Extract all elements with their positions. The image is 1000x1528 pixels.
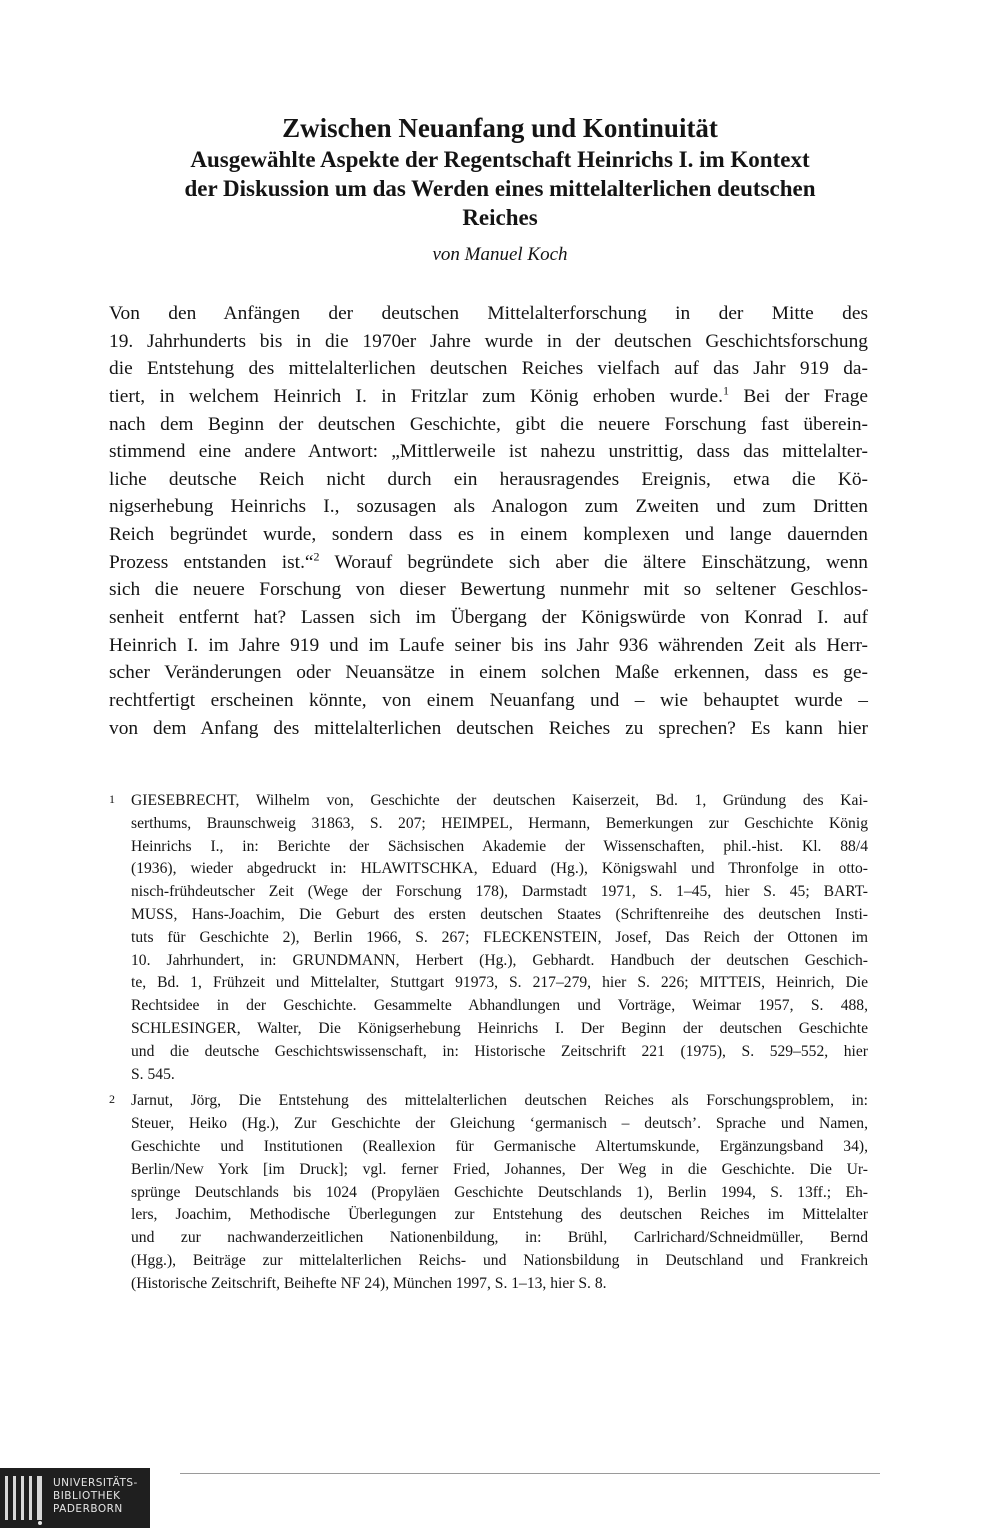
subtitle-line: Reiches (462, 205, 538, 230)
page-bottom-rule (180, 1473, 880, 1474)
body-line: rechtfertigt erscheinen könnte, von einem Neuanfang und – wie behauptet wurde – (109, 689, 868, 711)
subtitle-line: der Diskussion um das Werden eines mittelalterlichen deutschen (184, 176, 816, 201)
body-line: 19. Jahrhunderts bis in die 1970er Jahre wurde in der deutschen Geschichtsforschung (109, 330, 868, 352)
subtitle-line: Ausgewählte Aspekte der Regentschaft Heinrichs I. im Kontext (190, 147, 810, 172)
body-line-text: Worauf begründete sich aber die ältere Einschätzung, wenn (319, 551, 868, 573)
article-title: Zwischen Neuanfang und Kontinuität (282, 113, 718, 143)
footnote-text (131, 1090, 868, 1295)
library-logo-icon (5, 1476, 47, 1520)
footnote-line: te, Bd. 1, Frühzeit und Mittelalter, Stuttgart 91973, S. 217–279, hier S. 226; MITTEIS, Heinrich, Die (131, 974, 868, 992)
body-line: von dem Anfang des mittelalterlichen deutschen Reiches zu sprechen? Es kann hier (109, 717, 868, 739)
body-paragraph (109, 300, 868, 742)
body-line: die Entstehung des mittelalterlichen deutschen Reiches vielfach auf das Jahr 919 da- (109, 358, 868, 380)
author-byline: von Manuel Koch (432, 244, 568, 265)
footnote-line: Jarnut, Jörg, Die Entstehung des mittelalterlichen deutschen Reiches als Forschungsproblem, in: (131, 1092, 868, 1110)
body-line: nigserhebung Heinrichs I., sozusagen als Analogon zum Zweiten und zum Dritten (109, 496, 868, 518)
library-logo-dot (38, 1521, 42, 1525)
footnote-1 (109, 790, 868, 1086)
library-logo-line: PADERBORN (53, 1503, 123, 1515)
body-line: nach dem Beginn der deutschen Geschichte, gibt die neuere Forschung fast überein- (109, 413, 868, 435)
body-line: sich die neuere Forschung von dieser Bewertung nunmehr mit so seltener Geschlos- (109, 579, 868, 601)
footnote-number: 2 (109, 1092, 115, 1107)
body-line: liche deutsche Reich nicht durch ein herausragendes Ereignis, etwa die Kö- (109, 468, 868, 490)
article-subtitle (110, 145, 890, 232)
footnote-line: und die deutsche Geschichtswissenschaft, in: Historische Zeitschrift 221 (1975), S. 529–552, hier (131, 1042, 868, 1060)
footnote-line: Steuer, Heiko (Hg.), Zur Geschichte der Gleichung ‘germanisch – deutsch’. Sprache und Namen, (131, 1115, 868, 1133)
footnote-line: nisch-frühdeutscher Zeit (Wege der Forschung 178), Darmstadt 1971, S. 1–45, hier S. 45; BART- (131, 883, 868, 901)
body-line: stimmend eine andere Antwort: „Mittlerweile ist nahezu unstrittig, dass das mittelalter- (109, 441, 868, 463)
footnote-line: Rechtsidee in der Geschichte. Gesammelte Abhandlungen und Vorträge, Weimar 1957, S. 488, (131, 997, 868, 1015)
body-line-text: tiert, in welchem Heinrich I. in Fritzlar zum König erhoben wurde. (109, 385, 723, 407)
footnote-line: sprünge Deutschlands bis 1024 (Propyläen Geschichte Deutschlands 1), Berlin 1994, S. 13ff.; Eh- (131, 1183, 868, 1201)
footnote-line: GIESEBRECHT, Wilhelm von, Geschichte der deutschen Kaiserzeit, Bd. 1, Gründung des Kai- (131, 792, 868, 809)
footnote-line: MUSS, Hans-Joachim, Die Geburt des ersten deutschen Staates (Schriftenreihe des deutschen Insti- (131, 905, 868, 923)
body-line: Heinrich I. im Jahre 919 und im Laufe seiner bis ins Jahr 936 währenden Zeit als Herr- (109, 634, 868, 656)
footnote-line: tuts für Geschichte 2), Berlin 1966, S. 267; FLECKENSTEIN, Josef, Das Reich der Ottonen im (131, 928, 868, 946)
footnote-line: (1936), wieder abgedruckt in: HLAWITSCHKA, Eduard (Hg.), Königswahl und Thronfolge in otto- (131, 860, 868, 878)
library-logo-line: UNIVERSITÄTS- (53, 1477, 138, 1489)
footnote-line: SCHLESINGER, Walter, Die Königserhebung Heinrichs I. Der Beginn der deutschen Geschichte (131, 1019, 868, 1037)
footnote-line: serthums, Braunschweig 31863, S. 207; HEIMPEL, Hermann, Bemerkungen zur Geschichte König (131, 814, 868, 832)
footnote-reference[interactable]: 2 (313, 549, 320, 564)
footnote-line: (Historische Zeitschrift, Beihefte NF 24), München 1997, S. 1–13, hier S. 8. (131, 1274, 607, 1292)
footnote-line: Heinrichs I., in: Berichte der Sächsischen Akademie der Wissenschaften, phil.-hist. Kl. 88/4 (131, 837, 868, 855)
library-logo-text (53, 1477, 138, 1516)
footnote-line: und zur nachwanderzeitlichen Nationenbildung, in: Brühl, Carlrichard/Schneidmüller, Bernd (131, 1229, 868, 1247)
library-logo-line: BIBLIOTHEK (53, 1490, 121, 1502)
library-logo-stamp (0, 1468, 150, 1528)
footnotes-section (109, 790, 868, 1300)
body-line (109, 383, 868, 411)
body-line: senheit entfernt hat? Lassen sich im Übergang der Königswürde von Konrad I. auf (109, 607, 868, 629)
body-line: Reich begründet wurde, sondern dass es in einem komplexen und lange dauernden (109, 524, 868, 546)
footnote-line: S. 545. (131, 1065, 175, 1083)
footnote-line: Geschichte und Institutionen (Reallexion für Germanische Altertumskunde, Ergänzungsband 34), (131, 1137, 868, 1155)
body-line: Von den Anfängen der deutschen Mittelalterforschung in der Mitte des (109, 303, 868, 324)
body-line (109, 549, 868, 577)
footnote-2 (109, 1090, 868, 1295)
footnote-line: Berlin/New York [im Druck]; vgl. ferner Fried, Johannes, Der Weg in die Geschichte. Die Ur- (131, 1160, 868, 1178)
footnote-text (131, 790, 868, 1086)
body-line-text: Prozess entstanden ist.“ (109, 551, 314, 573)
footnote-number: 1 (109, 792, 115, 806)
footnote-reference[interactable]: 1 (722, 383, 729, 398)
body-line: scher Veränderungen oder Neuansätze in einem solchen Maße erkennen, dass es ge- (109, 662, 868, 684)
body-line-text: Bei der Frage (728, 385, 868, 407)
footnote-line: (Hgg.), Beiträge zur mittelalterlichen Reichs- und Nationsbildung in Deutschland und Frankreich (131, 1251, 868, 1269)
footnote-line: 10. Jahrhundert, in: GRUNDMANN, Herbert (Hg.), Gebhardt. Handbuch der deutschen Geschich- (131, 951, 868, 969)
footnote-line: lers, Joachim, Methodische Überlegungen zur Entstehung des deutschen Reiches im Mittelalter (131, 1206, 868, 1224)
